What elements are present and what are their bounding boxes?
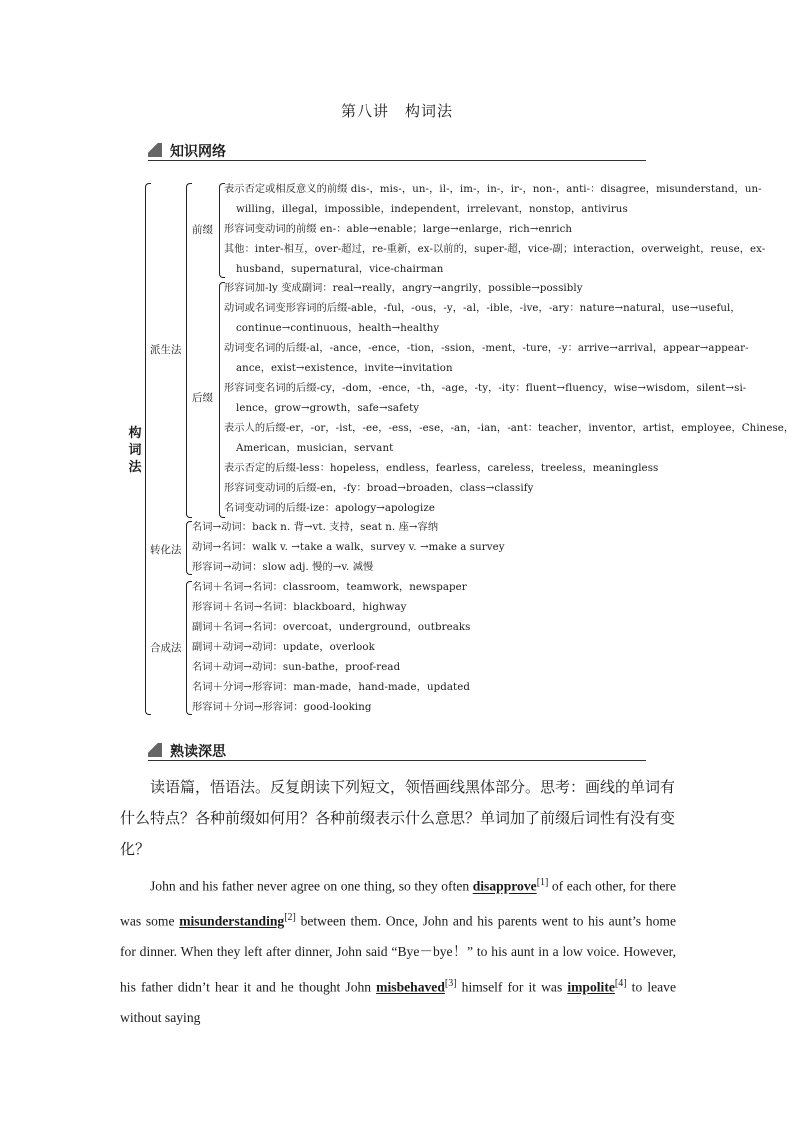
compounding-line: 名词＋分词→形容词：man-made，hand-made，updated: [192, 682, 470, 693]
prefix-line: husband，supernatural，vice-chairman: [236, 264, 444, 275]
reading-passage: [120, 867, 676, 1034]
suffix-line: 动词或名词变形容词的后缀-able，-ful，-ous，-y，-al，-ible，-ive，-ary：nature→natural，use→useful，: [224, 303, 741, 314]
suffix-line: 形容词变动词的后缀-en，-fy：broad→broaden，class→classify: [224, 483, 534, 494]
conversion-line: 名词→动词：back n. 背→vt. 支持，seat n. 座→容纳: [192, 522, 439, 533]
suffix-line: lence，grow→growth，safe→safety: [236, 403, 420, 414]
suffix-line: 动词变名词的后缀-al，-ance，-ence，-tion，-ssion，-ment，-ture，-y：arrive→arrival，appear→appear-: [224, 343, 749, 354]
footnote-marker: [1]: [536, 877, 549, 888]
page-title: 第八讲 构词法: [340, 102, 453, 120]
root-brace: [145, 183, 151, 715]
category-compounding: 合成法: [150, 642, 182, 654]
highlighted-word: disapprove: [472, 878, 537, 894]
section-header-reading: [148, 740, 646, 761]
suffix-line: 名词变动词的后缀-ize：apology→apologize: [224, 503, 436, 514]
suffix-line: American，musician，servant: [236, 443, 394, 454]
compounding-line: 名词＋名词→名词：classroom，teamwork，newspaper: [192, 582, 467, 593]
suffix-line: 形容词变名词的后缀-cy，-dom，-ence，-th，-age，-ty，-ity：fluent→fluency，wise→wisdom，silent→si-: [224, 383, 747, 394]
prefix-line: willing，illegal，impossible，independent，irrelevant，nonstop，antivirus: [236, 204, 628, 215]
suffix-line: ance，exist→existence，invite→invitation: [236, 363, 453, 374]
compounding-line: 形容词＋分词→形容词：good-looking: [192, 702, 372, 713]
suffix-line: 形容词加-ly 变成副词：real→really，angry→angrily，possible→possibly: [224, 283, 583, 294]
section-title: 知识网络: [170, 144, 226, 160]
suffix-line: continue→continuous，health→healthy: [236, 323, 440, 334]
passage-text: of each other, for there was some: [120, 878, 676, 929]
passage-text: between them. Once, John and his parents went to his aunt’s home for dinner. When they left after dinner, John said “Bye－bye！” to his aunt in a low voice. However, his father didn’t hear it and he thought John: [120, 913, 676, 995]
conversion-line: 动词→名词：walk v. →take a walk，survey v. →make a survey: [192, 542, 505, 553]
conversion-line: 形容词→动词：slow adj. 慢的→v. 减慢: [192, 562, 374, 573]
prefix-line: 表示否定或相反意义的前缀 dis-，mis-，un-，il-，im-，in-，ir-，non-，anti-：disagree，misunderstand，un-: [224, 184, 762, 195]
footnote-marker: [2]: [284, 911, 296, 923]
section-title: 熟读深思: [170, 744, 226, 760]
prefix-line: 其他：inter-相互，over-超过，re-重新，ex-以前的，super-超，vice-副；interaction，overweight，reuse，ex-: [224, 244, 766, 255]
section-marker-icon: [148, 143, 162, 157]
compounding-line: 名词＋动词→动词：sun-bathe，proof-read: [192, 662, 401, 673]
section-header-knowledge: [148, 140, 646, 161]
subgroup-prefix: 前缀: [192, 224, 213, 236]
tree-root-label: 构词法: [128, 426, 142, 475]
footnote-marker: [3]: [444, 977, 457, 989]
prefix-line: 形容词变动词的前缀 en-：able→enable；large→enlarge，rich→enrich: [224, 224, 573, 235]
suffix-line: 表示人的后缀-er，-or，-ist，-ee，-ess，-ese，-an，-ian，-ant：teacher，inventor，artist，employee，Chinese，: [224, 423, 794, 434]
highlighted-word: misunderstanding: [179, 913, 285, 929]
suffix-line: 表示否定的后缀-less：hopeless，endless，fearless，careless，treeless，meaningless: [224, 463, 659, 474]
footnote-marker: [4]: [614, 977, 627, 989]
passage-text: to leave without saying: [120, 979, 676, 1026]
section-marker-icon: [148, 743, 162, 757]
category-derivation: 派生法: [150, 344, 182, 356]
passage-text: himself for it was: [456, 979, 568, 995]
passage-text: John and his father never agree on one thing, so they often: [150, 878, 473, 894]
compounding-line: 副词＋名词→名词：overcoat，underground，outbreaks: [192, 622, 471, 633]
intro-paragraph: 读语篇，悟语法。反复朗读下列短文，领悟画线黑体部分。思考：画线的单词有什么特点？各种前缀如何用？各种前缀表示什么意思？单词加了前缀后词性有没有变化？: [120, 778, 676, 858]
highlighted-word: misbehaved: [376, 979, 445, 995]
category-conversion: 转化法: [150, 544, 182, 556]
compounding-line: 副词＋动词→动词：update，overlook: [192, 642, 375, 653]
compounding-line: 形容词＋名词→名词：blackboard，highway: [192, 602, 407, 613]
subgroup-suffix: 后缀: [192, 392, 213, 404]
highlighted-word: impolite: [567, 979, 615, 995]
